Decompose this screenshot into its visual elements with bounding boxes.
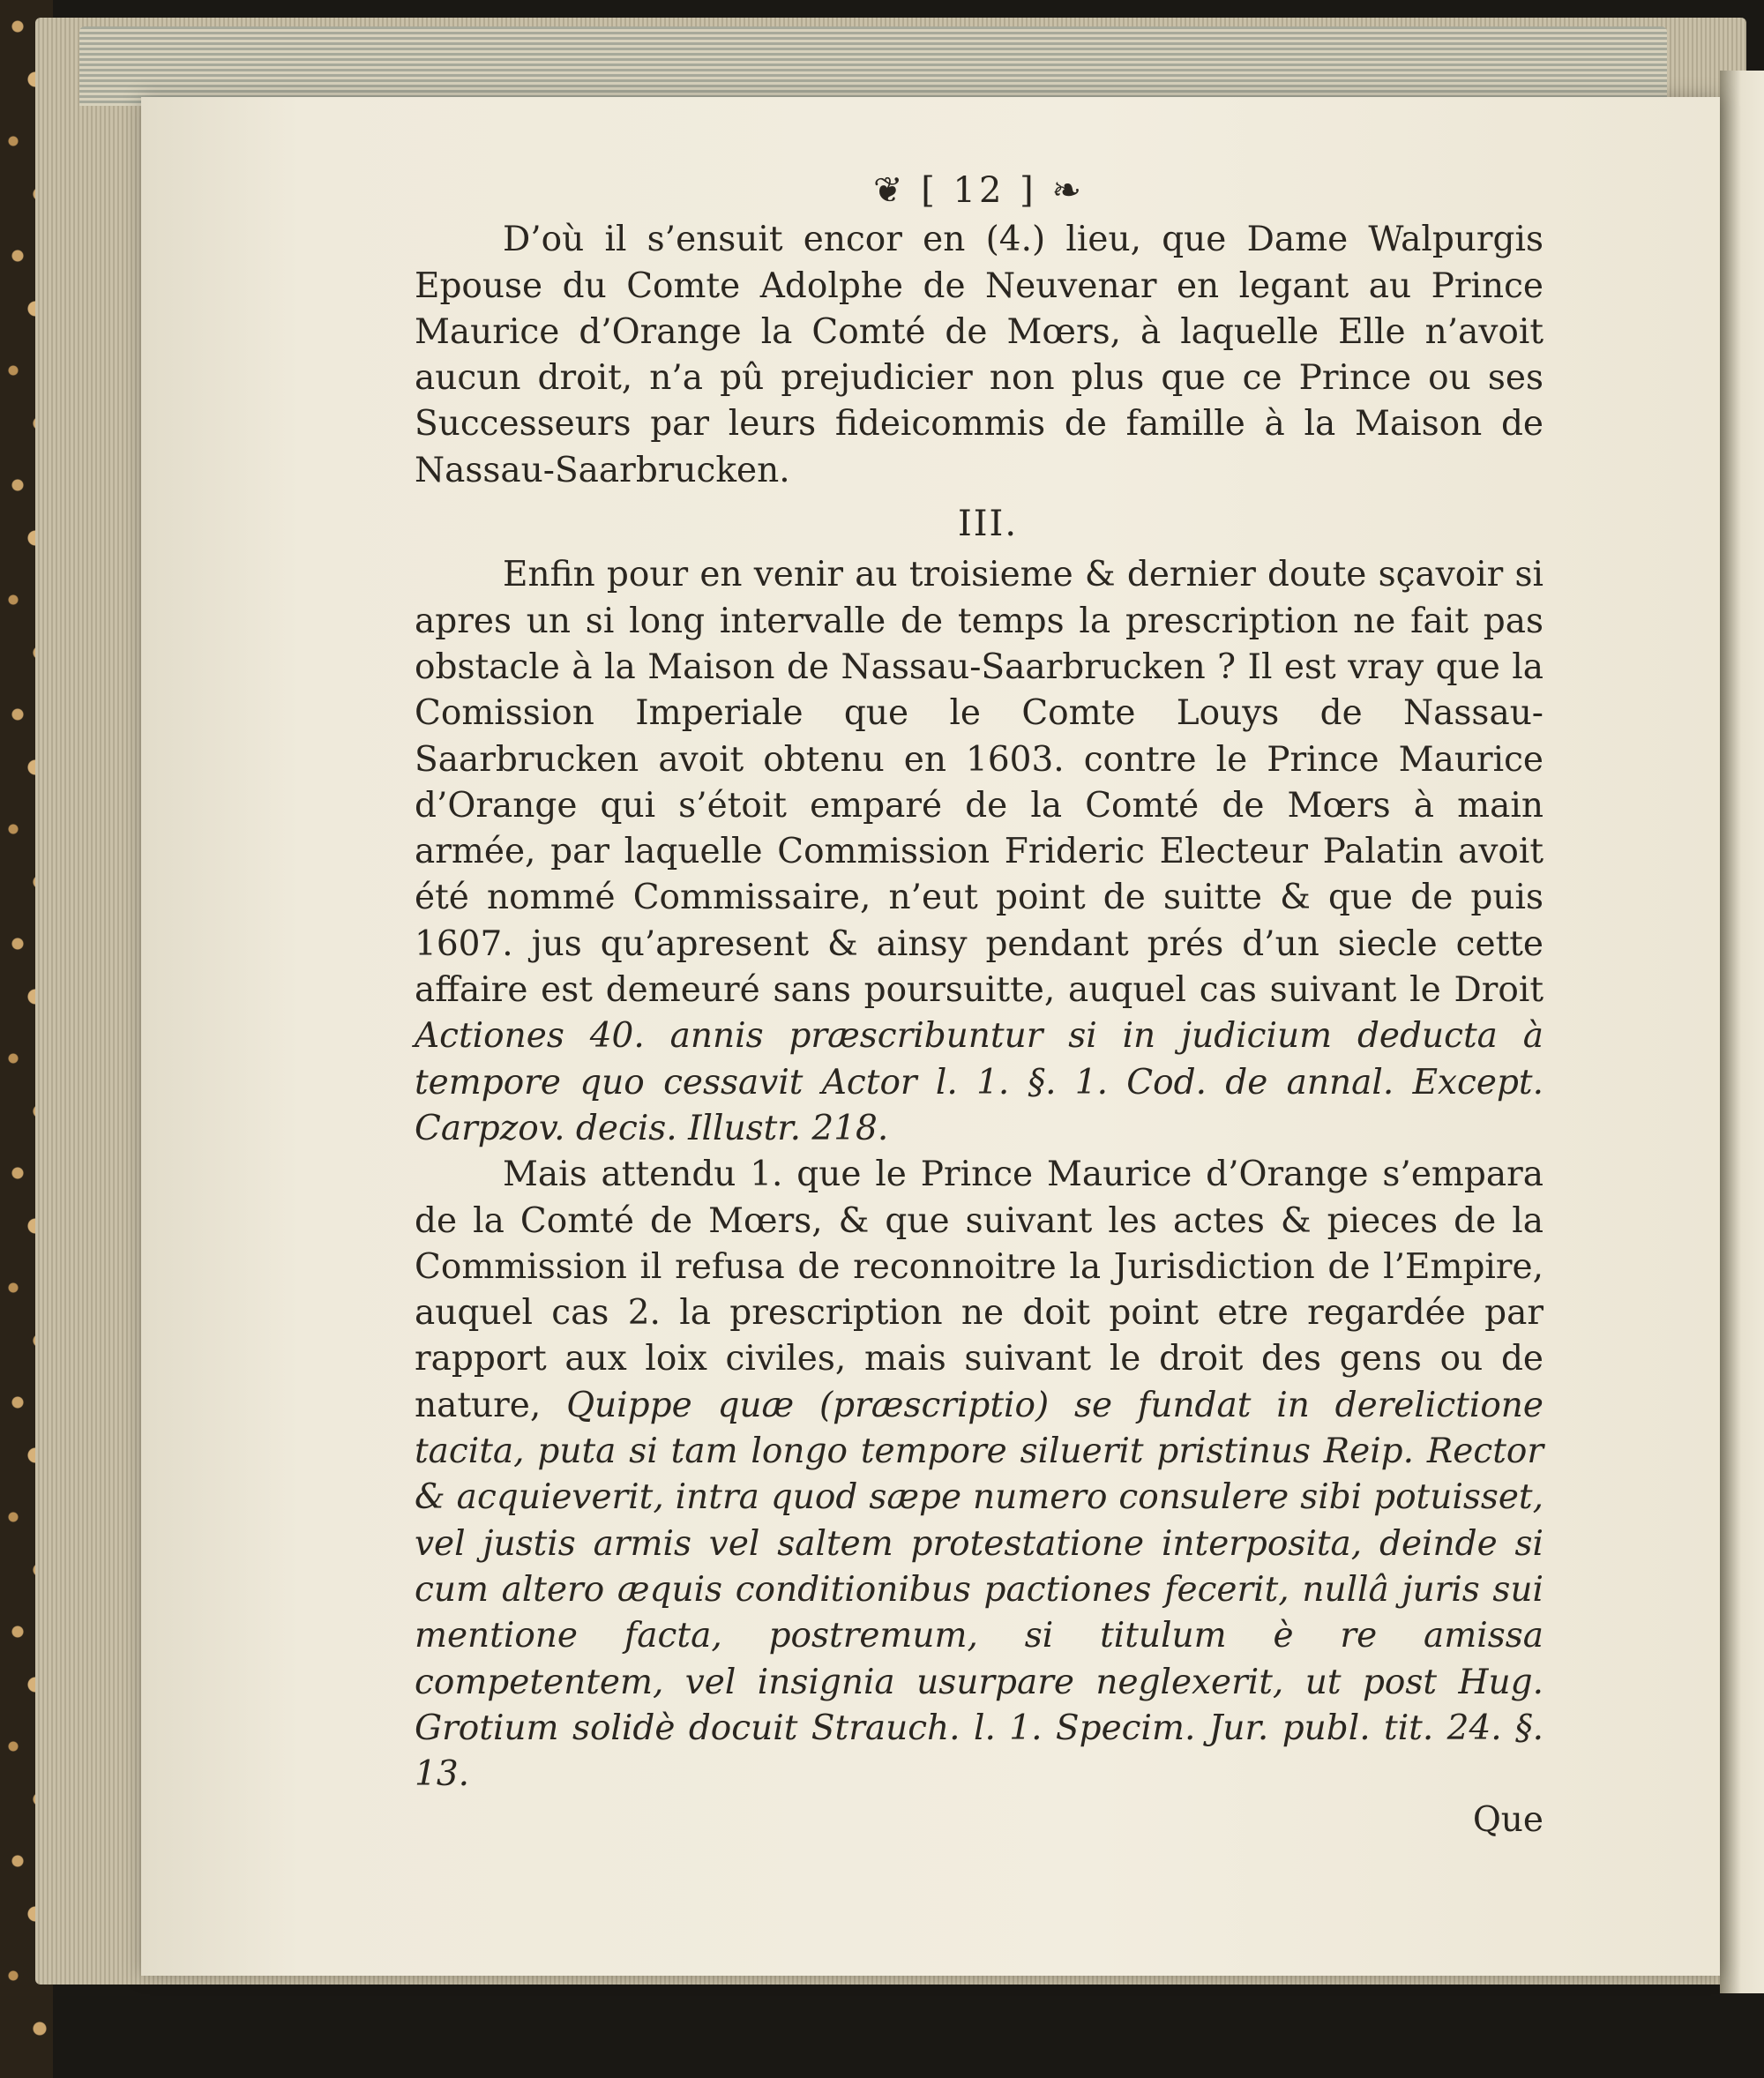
paragraph-2 [415, 552, 1544, 1152]
paragraph-1: D’où il s’ensuit encor en (4.) lieu, que Dame Walpurgis Epouse du Comte Adolphe de Neuvenar en legant au Prince Maurice d’Orange la Comté de Mœrs, à laquelle Elle n’avoit aucun droit, n’a pû prejudicier non plus que ce Prince ou ses Successeurs par leurs fideicommis de famille à la Maison de Nassau-Saarbrucken. [415, 220, 1544, 490]
left-ornament-icon: ❦ [872, 170, 907, 211]
paragraph-2-citation: Actiones 40. annis præscribuntur si in judicium deducta à tempore quo cessavit Actor l. 1. §. 1. Cod. de annal. Except. Carpzov. decis. Illustr. 218. [415, 1016, 1544, 1148]
right-ornament-icon: ❧ [1051, 170, 1085, 211]
section-number: III. [957, 504, 1019, 545]
page-number: [ 12 ] [921, 170, 1037, 211]
facing-page-edge [1720, 71, 1764, 1993]
page-text [415, 168, 1544, 1844]
catchword: Que [1472, 1800, 1544, 1841]
paragraph-3-roman: Mais attendu 1. que le Prince Maurice d’Orange s’empara de la Comté de Mœrs, & que suivant les actes & pieces de la Commission il refusa de reconnoitre la Jurisdiction de l’Empire, auquel cas 2. la prescription ne doit point etre regardée par rapport aux loix civiles, mais suivant le droit des gens ou de nature, [415, 1155, 1544, 1425]
paragraph-3-citation: Quippe quæ (præscriptio) se fundat in derelictione tacita, puta si tam longo tempore siluerit pristinus Reip. Rector & acquieverit, intra quod sæpe numero consulere sibi potuisset, vel justis armis vel saltem protestatione interposita, deinde si cum altero æquis conditionibus pactiones fecerit, nullâ juris sui mentione facta, postremum, si titulum è re amissa competentem, vel insignia usurpare neglexerit, ut post Hug. Grotium solidè docuit Strauch. l. 1. Specim. Jur. publ. tit. 24. §. 13. [415, 1385, 1544, 1795]
running-head [415, 168, 1544, 213]
book-page-edges-top [79, 26, 1667, 106]
paragraph-2-roman: Enfin pour en venir au troisieme & dernier doute sçavoir si apres un si long intervalle de temps la prescription ne fait pas obstacle à la Maison de Nassau-Saarbrucken ? Il est vray que la Comission Imperiale que le Comte Louys de Nassau-Saarbrucken avoit obtenu en 1603. contre le Prince Maurice d’Orange qui s’étoit emparé de la Comté de Mœrs à main armée, par laquelle Commission Frideric Electeur Palatin avoit été nommé Commissaire, n’eut point de suitte & que de puis 1607. jus qu’apresent & ainsy pendant prés d’un siecle cette affaire est demeuré sans poursuitte, auquel cas suivant le Droit [415, 555, 1544, 1011]
paragraph-3 [415, 1152, 1544, 1798]
